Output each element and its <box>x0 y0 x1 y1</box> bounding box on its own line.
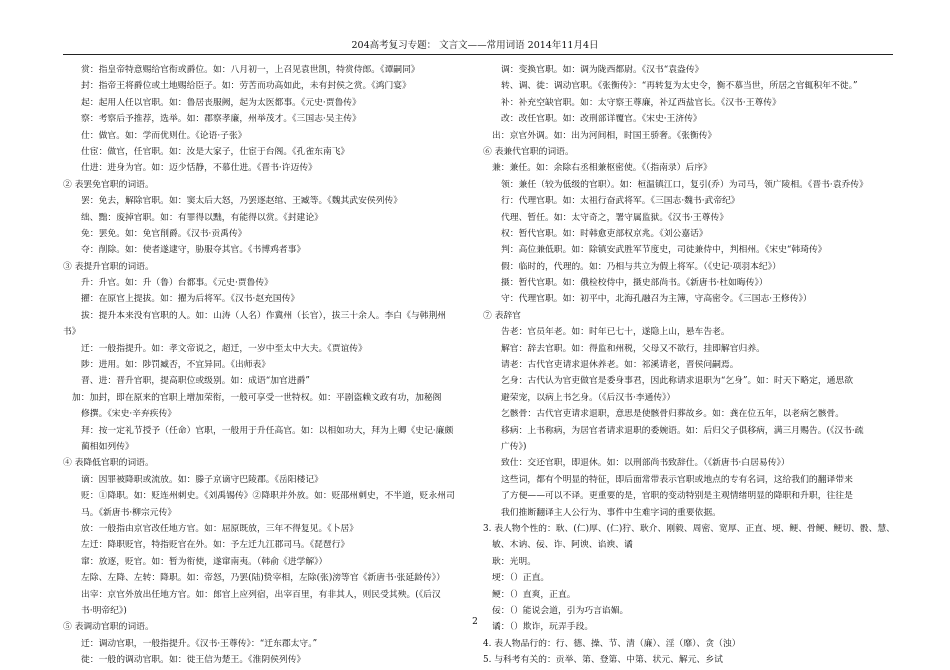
text-line: 仕进：进身为官。如：迈少恬静，不慕仕进。《晋书·许迈传》 <box>81 163 317 174</box>
text-line: 避荣宠，以病上书乞身。（《后汉书·李通传》） <box>501 392 676 403</box>
text-line: 移病：上书称病，为居官者请求退职的委婉语。如：后归父子俱移病，满三月赐告。(《汉书·疏 <box>501 425 864 436</box>
text-line: 放：一般指由京官改任地方官。如：屈原既放，三年不得复见。《卜居》 <box>81 523 359 534</box>
text-line: 绌、黜：废掉官职。如：有罪得以黜，有能得以赏。《封建论》 <box>81 212 323 223</box>
text-line: 徙：一般的调动官职。如：徙王信为楚王。《淮阴侯列传》 <box>81 655 306 666</box>
text-line: 修撰。《宋史·辛弃疾传》 <box>81 409 177 420</box>
text-line: 晋、进：晋升官职，提高职位或级别。如：成语“加官进爵” <box>81 376 310 387</box>
text-line: 谲：（）欺诈，玩弄手段。 <box>492 622 594 633</box>
right-column <box>483 62 895 668</box>
text-line: 迁：调动官职，一般指提升。《汉书·王尊传》：“迁东郡太守。” <box>81 638 318 649</box>
text-line: 罢：免去，解除官职。如：窦太后大怒，乃罢逐赵绾、王臧等。《魏其武安侯列传》 <box>81 196 403 207</box>
text-line: 马。《新唐书·柳宗元传》 <box>81 507 177 518</box>
text-line: 我们推断翻译主人公行为、事件中生难字词的重要依据。 <box>501 507 721 518</box>
text-line: 窜：放逐，贬官。如：暂为衔使，遂窜南夷。（韩俞《进学解》） <box>81 556 328 567</box>
text-line: 仕宦：做官，任官职。如：汝是大家子，仕宦于台阁。《孔雀东南飞》 <box>81 146 350 157</box>
text-line: 5. 与科考有关的：贡举、第、登第、中第、状元、解元、乡试 <box>483 655 723 666</box>
text-line: 3. 表人物个性的：耿、(仁)厚、(仁)狞、耿介、刚毅、周密、宽厚、正直、埂、鲠、骨鲠、鲠切、骰、慧、 <box>483 523 895 534</box>
text-line: 4. 表人物品行的：行、德、操、节、清（廉）、淫（靡）、贪（浊） <box>483 638 741 649</box>
text-line: 封：指帝王将爵位或土地赐给臣子。如：劳苦而功高如此，未有封侯之赏。《鸿门宴》 <box>81 81 411 92</box>
text-line: 埂：（）正直。 <box>492 573 550 584</box>
text-line: 告老：官员年老。如：时年已七十，遂隐上山，悬车告老。 <box>501 327 730 338</box>
page-number: 2 <box>472 617 478 627</box>
text-line: 左除、左降、左转：降职。如：帝怒，乃罢(陆)贽宰相，左除(张)滂等官《新唐书·张延龄传》） <box>81 573 446 584</box>
text-line: 改：改任官职。如：改刑部详覆官。《宋史·王济传》 <box>501 114 702 125</box>
text-line: 擢：在原官上提拔。如：擢为后将军。《汉书·赵充国传》 <box>81 294 300 305</box>
text-line: 摄：暂代官职。如：俄检校侍中，摄史部尚书。《新唐书·杜如晦传》） <box>501 278 768 289</box>
text-line: 乞身：古代认为官吏做官是委身事君，因此称请求退职为“乞身”。如：时天下略定，通思欲 <box>501 376 854 387</box>
text-line: 了方便——可以不译。更重要的是，官职的变动特别是主观情绪明显的降职和升职，往往是 <box>501 491 853 502</box>
text-line: 书·明帝纪》) <box>81 605 127 616</box>
text-line: ② 表罢免官职的词语。 <box>63 179 154 190</box>
text-line: 谪：因罪被降职或流放。如：滕子京谪守巴陵郡。《岳阳楼记》 <box>81 474 323 485</box>
text-line: 权：暂代官职。如：时韩愈吏部权京兆。《刘公嘉话》 <box>501 228 708 239</box>
text-line: 领：兼任（较为低级的官职）。如：桓温镇江口，复引(乔）为司马，领广陵相。《晋书·袁乔传》 <box>501 179 868 190</box>
text-line: 陟：进用。如：陟罚臧否，不宜异同。《出师表》 <box>81 360 271 371</box>
text-line: 广传》) <box>501 441 527 452</box>
header-rule <box>63 54 893 55</box>
text-line: 升：升官。如：升（鲁）台都事。《元史·贾鲁传》 <box>81 278 273 289</box>
text-line: ⑥ 表兼代官职的词语。 <box>483 146 574 157</box>
text-line: 判：高位兼低职。如：除镇安武胜军节度史，司徒兼侍中，判相州。《宋史“韩琦传》 <box>501 245 827 256</box>
text-line: 转、调、徙：调动官职。《张衡传》：“再转复为太史令，衡不慕当世，所居之官辄积年不徙。” <box>501 81 858 92</box>
text-line: 出：京官外调。如：出为河间相，时国王骄奢。《张衡传》 <box>492 130 717 141</box>
text-line: ⑦ 表辞官 <box>483 310 521 321</box>
text-line: 夺：削除。如：使者遂逮守，胁服夺其官。《书博鸡者事》 <box>81 245 306 256</box>
text-line: 解官：辞去官职。如：得监和州税，父母又不欲行，挂即解官归养。 <box>501 343 765 354</box>
text-line: 兼：兼任。如：余除右丞相兼枢密使。《（指南录）后序》 <box>492 163 712 174</box>
text-line: 赏：指皇帝特意赐给官衔或爵位。如：八月初一，上召见袁世凯，特赏侍郎。《谭嗣同》 <box>81 65 420 75</box>
text-line: 左迁：降职贬官，特指贬官在外。如：予左迁九江郡司马。《琵琶行》 <box>81 540 350 551</box>
text-line: 仕：做官。如：学而优则仕。《论语·子张》 <box>81 130 247 141</box>
text-line: 佞：（）能说会道，引为巧言谄媚。 <box>492 605 629 616</box>
text-line: 行：代理官职。如：太祖行奋武将军。《三国志·魏书·武帝纪》 <box>501 196 740 207</box>
text-line: 致仕：交还官职，即退休。如：以刑部尚书致辞仕。（《新唐书·白居易传》） <box>501 458 790 469</box>
text-line: 鲠：（）直爽，正直。 <box>492 589 576 600</box>
text-line: 迁：一般指提升。如：孝文帝说之，超迁，一岁中至太中大夫。《贾谊传》 <box>81 343 367 354</box>
text-line: 贬：①降职。如：贬连州刺史。《刘禹锡传》②降职并外放。如：贬邵州刺史，不半道，贬永州司 <box>81 491 455 502</box>
text-line: 补：补充空缺官职。如：太守察王尊廉，补辽西盐官长。《汉书·王尊传》 <box>501 97 781 108</box>
left-column <box>63 62 473 668</box>
text-line: 敏、木讷、佞、诈、阿谀、谄谀、谲 <box>492 540 633 551</box>
text-line: 代理、暂任。如：太守奇之，署守属监狱。《汉书·王尊传》 <box>501 212 729 223</box>
text-line: 守：代理官职。如：初平中，北海孔融召为主簿，守高密令。《三国志·王修传》） <box>501 294 812 305</box>
text-line: 请老：古代官吏请求退休养老。如：祁溪请老，晋侯问嗣焉。 <box>501 360 739 371</box>
page-header: 204高考复习专题： 文言文——常用词语 2014年11月4日 <box>351 40 599 51</box>
text-line: 察：考察后予推荐，选举。如：郡察孝廉，州举茂才。《三国志·吴主传》 <box>81 114 361 125</box>
text-line: ③ 表提升官职的词语。 <box>63 261 154 272</box>
text-line: 起：起用人任以官职。如：鲁居丧服阙，起为太医都事。《元史·贾鲁传》 <box>81 97 361 108</box>
text-line: ⑤ 表调动官职的词语。 <box>63 622 154 633</box>
text-line: 书》 <box>63 327 81 338</box>
text-line: 乞骸骨：古代官吏请求退职，意思是使骸骨归葬故乡。如：龚在位五年，以老病乞骸骨。 <box>501 409 845 420</box>
text-line: 蔺相如列传》 <box>81 441 134 452</box>
text-line: 耿：光明。 <box>492 556 536 567</box>
text-line: 出宰：京官外放出任地方官。如：郎官上应列宿，出宰百里，有非其人，则民受其殃。(《后汉 <box>81 589 441 600</box>
text-line: 拔：提升本来没有官职的人。如：山涛（人名）作冀州（长官），拔三十余人。李白《与韩荆州 <box>81 310 447 321</box>
text-line: ④ 表降低官职的词语。 <box>63 458 154 469</box>
text-line: 假：临时的，代理的。如：乃相与共立为假上将军。（《史记·项羽本纪》） <box>501 261 781 272</box>
text-line: 加：加封，即在原来的官职上增加荣衔，一般可享受一世特权。如：平剧盗赖文政有功，加秘阁 <box>72 392 442 403</box>
text-line: 免：罢免。如：免官削爵。《汉书·贡禹传》 <box>81 228 247 239</box>
text-line: 调：变换官职。如：调为陇西都尉。《汉书“袁盎传》 <box>501 65 704 75</box>
text-line: 这些词，都有个明显的特征，即后面常带表示官职或地点的专有名词，这给我们的翻译带来 <box>501 474 853 485</box>
text-line: 拜：按一定礼节授予（任命）官职，一般用于升任高官。如：以相如功大，拜为上卿《史记·廉颇 <box>81 425 454 436</box>
